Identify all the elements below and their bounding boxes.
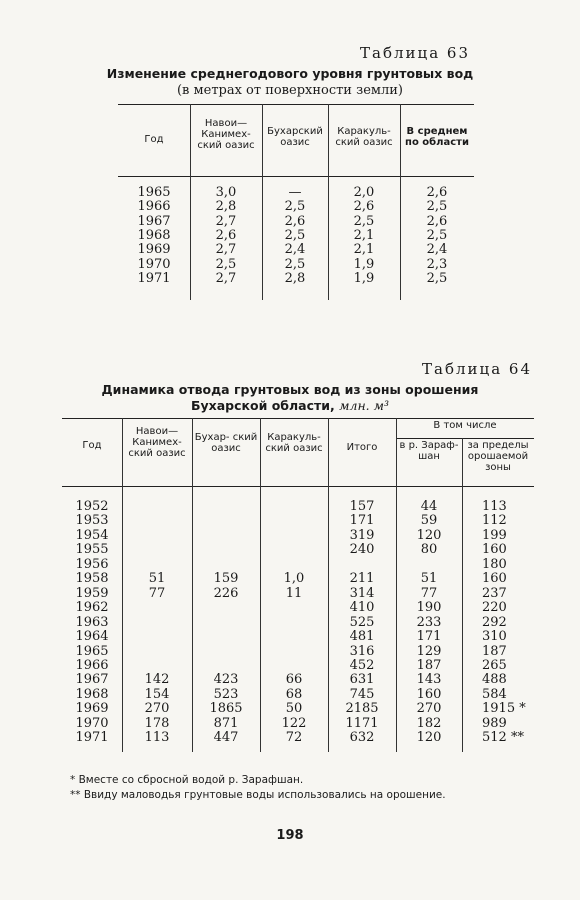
table63-cell: 1965: [137, 185, 171, 200]
table64-cell: 481: [349, 629, 375, 645]
table64-cell: 319: [349, 527, 375, 543]
table63-cell: 2,5: [284, 199, 306, 215]
table64-cell: 1171: [345, 715, 379, 731]
table64-cell: 171: [416, 629, 442, 645]
table63-cell: 2,3: [426, 256, 448, 272]
table64-cell: 488: [482, 672, 507, 688]
table63-cell: 1967: [137, 213, 171, 229]
table64-cell: 72: [285, 730, 303, 746]
table64-cell: 237: [482, 585, 507, 601]
table64-cell: 310: [482, 629, 507, 645]
table64-title-line2: [0, 398, 580, 413]
table64-top-rule: [62, 418, 534, 419]
table64-cell: 51: [148, 571, 166, 587]
table63-cell: 2,4: [284, 242, 306, 258]
table63-cell: 1966: [137, 199, 171, 215]
table64-cell: 187: [416, 657, 442, 673]
table64-cell: 160: [416, 686, 442, 702]
table64-cell: 1969: [75, 701, 109, 717]
table64-cell: 66: [285, 672, 303, 688]
table64-cell: 631: [349, 672, 375, 688]
table63-header-rule: [118, 176, 474, 177]
table64-cell: 265: [482, 657, 507, 673]
table63-cell: 2,5: [284, 227, 306, 243]
table64-cell: 142: [144, 672, 170, 688]
table64-cell: 410: [349, 600, 375, 616]
table64-cell: 143: [416, 672, 442, 688]
table64-cell: 160: [482, 542, 507, 558]
table64-column-header: В том числе: [433, 420, 497, 431]
footnote: * Вместе со сбросной водой р. Зарафшан.: [70, 774, 304, 786]
table64-cell: 160: [482, 571, 507, 587]
table64-cell: 113: [482, 499, 507, 514]
table64-subheader-rule: [396, 438, 534, 439]
table63-cell: 2,5: [426, 270, 448, 286]
table64-cell: 1915 *: [482, 701, 526, 717]
table64-cell: 59: [420, 513, 438, 529]
table64-cell: 226: [213, 585, 239, 601]
table63-cell: 1,9: [353, 270, 375, 286]
table64-cell: 182: [416, 715, 442, 731]
table64-cell: 233: [416, 614, 442, 630]
table64-cell: 171: [349, 513, 375, 529]
table63-cell: 3,0: [215, 185, 237, 200]
table64-column-header: Каракуль- ский оазис: [265, 432, 323, 454]
table64-cell: 423: [213, 672, 239, 688]
table64-cell: 51: [420, 571, 438, 587]
table64-cell: 447: [213, 730, 239, 746]
table63-cell: 1969: [137, 242, 171, 258]
footnote: ** Ввиду маловодья грунтовые воды использовались на орошение.: [70, 789, 446, 801]
table64-cell: 989: [482, 715, 507, 731]
table63-cell: 1970: [137, 256, 171, 272]
table63-cell: 1,9: [353, 256, 375, 272]
table64-cell: 1967: [75, 672, 109, 688]
table64-cell: 1965: [75, 643, 109, 659]
table63-subtitle: (в метрах от поверхности земли): [176, 83, 403, 98]
table63-cell: 1968: [137, 227, 171, 243]
table64-cell: 120: [416, 730, 442, 746]
table64-cell: 129: [416, 643, 442, 659]
table63-column-header: Год: [144, 134, 164, 145]
table64-cell: 1958: [75, 571, 109, 587]
table63-cell: 1971: [137, 270, 171, 286]
table64-cell: 199: [482, 527, 507, 543]
table63-column-header: Каракуль- ский оазис: [335, 126, 393, 148]
table64-column-header: Год: [82, 440, 102, 451]
table64-cell: 211: [349, 571, 375, 587]
table63-title: Изменение среднегодового уровня грунтовых вод: [106, 66, 474, 81]
table64-cell: 187: [482, 643, 507, 659]
table64-cell: 1964: [75, 629, 109, 645]
table63-column-header: Бухарский оазис: [267, 126, 323, 148]
table64-cell: 113: [144, 730, 170, 746]
table64-cell: 122: [281, 715, 307, 731]
table64-cell: 523: [213, 686, 239, 702]
table64-cell: 154: [144, 686, 170, 702]
table63-cell: 2,6: [426, 213, 448, 229]
table64-cell: 1,0: [283, 571, 305, 587]
table64-cell: 77: [420, 585, 438, 601]
table63-cell: 2,5: [426, 199, 448, 215]
table63-cell: —: [288, 185, 302, 200]
table63-cell: 2,1: [353, 242, 375, 258]
table64-cell: 452: [349, 657, 375, 673]
table64-cell: 1971: [75, 730, 109, 746]
table64-title-units: млн. м³: [339, 398, 390, 413]
table64-cell: 77: [148, 585, 166, 601]
table64-cell: 80: [420, 542, 438, 558]
table64-cell: 292: [482, 614, 507, 630]
table64-cell: 584: [482, 686, 507, 702]
table64-cell: 1955: [75, 542, 109, 558]
table64-cell: 180: [482, 556, 507, 572]
table63-top-rule: [118, 104, 474, 105]
table64-cell: 44: [420, 499, 438, 514]
table64-cell: 2185: [345, 701, 379, 717]
table63-column-header: Навои— Канимех- ский оазис: [197, 118, 255, 151]
table64-column-header: в р. Зараф- шан: [399, 440, 459, 462]
table64-cell: 745: [349, 686, 375, 702]
table63-cell: 2,5: [215, 256, 237, 272]
table64-label: Таблица 64: [422, 360, 532, 378]
table63-cell: 2,5: [284, 256, 306, 272]
table64-cell: 1956: [75, 556, 109, 572]
table64-title-line2-text: Бухарской области,: [190, 398, 335, 413]
table63-cell: 2,7: [215, 213, 237, 229]
table64-cell: 120: [416, 527, 442, 543]
table64-cell: 270: [416, 701, 442, 717]
table63-cell: 2,7: [215, 242, 237, 258]
table64-cell: 190: [416, 600, 442, 616]
table64-cell: 112: [482, 513, 507, 529]
table64-cell: 11: [285, 585, 303, 601]
table64-cell: 1970: [75, 715, 109, 731]
page-number: 198: [276, 828, 304, 843]
table64-cell: 157: [349, 499, 375, 514]
table64-cell: 220: [482, 600, 507, 616]
table64-cell: 68: [285, 686, 303, 702]
table64-cell: 314: [349, 585, 375, 601]
table63-cell: 2,7: [215, 270, 237, 286]
table63-cell: 2,6: [284, 213, 306, 229]
table64-cell: 512 **: [482, 730, 524, 746]
table64-cell: 1953: [75, 513, 109, 529]
table64-cell: 1968: [75, 686, 109, 702]
table64-header-rule: [62, 486, 534, 487]
table64-cell: 871: [213, 715, 239, 731]
table63-cell: 2,1: [353, 227, 375, 243]
table64-footnotes: [70, 773, 446, 803]
table64-column-header: Бухар- ский оазис: [194, 432, 258, 454]
table64-cell: 1963: [75, 614, 109, 630]
table63-column-header: В среднем по области: [405, 126, 469, 148]
table64-cell: 525: [349, 614, 375, 630]
table63-cell: 2,5: [353, 213, 375, 229]
table64: [62, 418, 534, 752]
table64-cell: 1954: [75, 527, 109, 543]
table64-cell: 159: [213, 571, 239, 587]
table64-cell: 1865: [209, 701, 243, 717]
table64-column-header: Навои— Канимех- ский оазис: [128, 426, 186, 459]
table64-cell: 178: [144, 715, 170, 731]
table64-column-header: Итого: [346, 442, 378, 453]
table63-cell: 2,0: [353, 185, 375, 200]
table63-cell: 2,4: [426, 242, 448, 258]
table63-cell: 2,8: [215, 199, 237, 215]
table64-cell: 632: [349, 730, 375, 746]
table63: [118, 104, 474, 300]
table63-cell: 2,8: [284, 270, 306, 286]
table64-cell: 240: [349, 542, 375, 558]
table64-title-line1: Динамика отвода грунтовых вод из зоны орошения: [101, 382, 479, 397]
table63-cell: 2,6: [353, 199, 375, 215]
table64-cell: 1966: [75, 657, 109, 673]
table64-cell: 316: [349, 643, 375, 659]
table64-cell: 270: [144, 701, 170, 717]
table63-cell: 2,5: [426, 227, 448, 243]
table64-cell: 1959: [75, 585, 109, 601]
table64-cell: 50: [285, 701, 303, 717]
table63-cell: 2,6: [215, 227, 237, 243]
table64-cell: 1962: [75, 600, 109, 616]
table64-column-header: за пределы орошаемой зоны: [467, 440, 529, 473]
table64-cell: 1952: [75, 499, 109, 514]
table63-label: Таблица 63: [360, 44, 470, 62]
table63-cell: 2,6: [426, 185, 448, 200]
